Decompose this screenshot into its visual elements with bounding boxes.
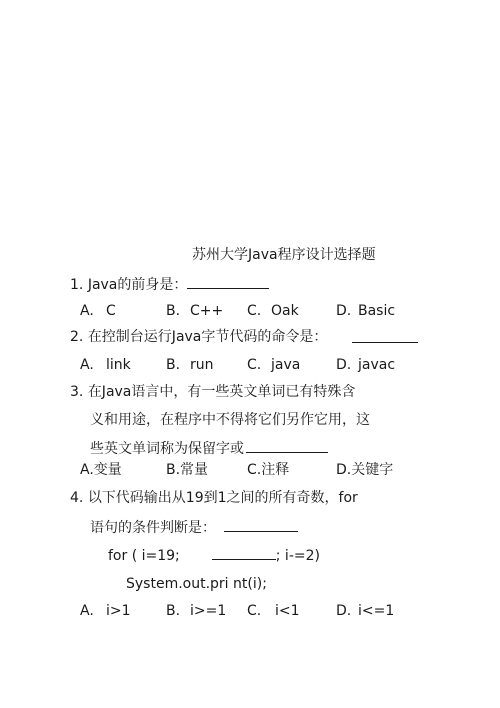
option-d-text: i<=1 bbox=[358, 603, 395, 619]
option-c-text: i<1 bbox=[275, 603, 300, 619]
question-1 bbox=[70, 274, 269, 294]
option-a-label: A. bbox=[80, 603, 94, 619]
answer-blank bbox=[352, 328, 418, 348]
option-a: A.变量 bbox=[80, 462, 122, 478]
option-b-label: B. bbox=[166, 357, 181, 373]
option-c-text: java bbox=[271, 357, 301, 373]
question-4-number: 4. bbox=[70, 490, 84, 506]
question-3-line-2: 义和用途，在程序中不得将它们另作它用，这 bbox=[90, 412, 370, 428]
option-b-text: run bbox=[190, 357, 214, 373]
question-3-line-1: 在Java语言中，有一些英文单词已有特殊含 bbox=[87, 384, 356, 400]
option-c-text: Oak bbox=[271, 303, 299, 319]
option-c-label: C. bbox=[247, 603, 262, 619]
option-b-label: B. bbox=[166, 303, 181, 319]
option-d-text: Basic bbox=[358, 303, 396, 319]
question-2 bbox=[70, 328, 327, 346]
option-a-text: i>1 bbox=[106, 603, 131, 619]
option-c-label: C. bbox=[247, 357, 262, 373]
option-d-label: D. bbox=[336, 603, 352, 619]
option-a-text: C bbox=[106, 303, 116, 319]
option-a-label: A. bbox=[80, 357, 94, 373]
question-3-number: 3. bbox=[70, 384, 84, 400]
option-b-text: C++ bbox=[190, 303, 224, 319]
answer-blank bbox=[187, 274, 269, 289]
code-line-1: for ( i=19; ; i-=2) bbox=[108, 545, 320, 565]
option-d-text: javac bbox=[358, 357, 396, 373]
document-title: 苏州大学Java程序设计选择题 bbox=[192, 247, 376, 263]
option-d-label: D. bbox=[336, 303, 352, 319]
option-d-label: D. bbox=[336, 357, 352, 373]
option-a-label: A. bbox=[80, 303, 94, 319]
option-c-label: C. bbox=[247, 303, 262, 319]
question-2-number: 2. bbox=[70, 329, 84, 345]
option-b-label: B. bbox=[166, 603, 181, 619]
code-line-2: System.out.pri nt(i); bbox=[126, 576, 267, 592]
option-b: B.常量 bbox=[166, 462, 209, 478]
option-c: C.注释 bbox=[247, 462, 290, 478]
question-4-line-1: 以下代码输出从19到1之间的所有奇数，for bbox=[87, 490, 358, 506]
question-1-text: Java的前身是： bbox=[87, 277, 188, 293]
question-4 bbox=[70, 489, 358, 507]
question-2-text: 在控制台运行Java字节代码的命令是： bbox=[87, 329, 328, 345]
question-3-line-3: 些英文单词称为保留字或 bbox=[90, 438, 328, 458]
question-3 bbox=[70, 383, 355, 401]
option-b-text: i>=1 bbox=[190, 603, 227, 619]
answer-blank bbox=[246, 438, 328, 453]
option-a-text: link bbox=[106, 357, 131, 373]
question-1-number: 1. bbox=[70, 277, 84, 293]
code-blank bbox=[212, 545, 276, 560]
answer-blank bbox=[224, 517, 298, 532]
option-d: D.关键字 bbox=[336, 462, 394, 478]
question-4-line-2: 语句的条件判断是： bbox=[90, 517, 298, 537]
